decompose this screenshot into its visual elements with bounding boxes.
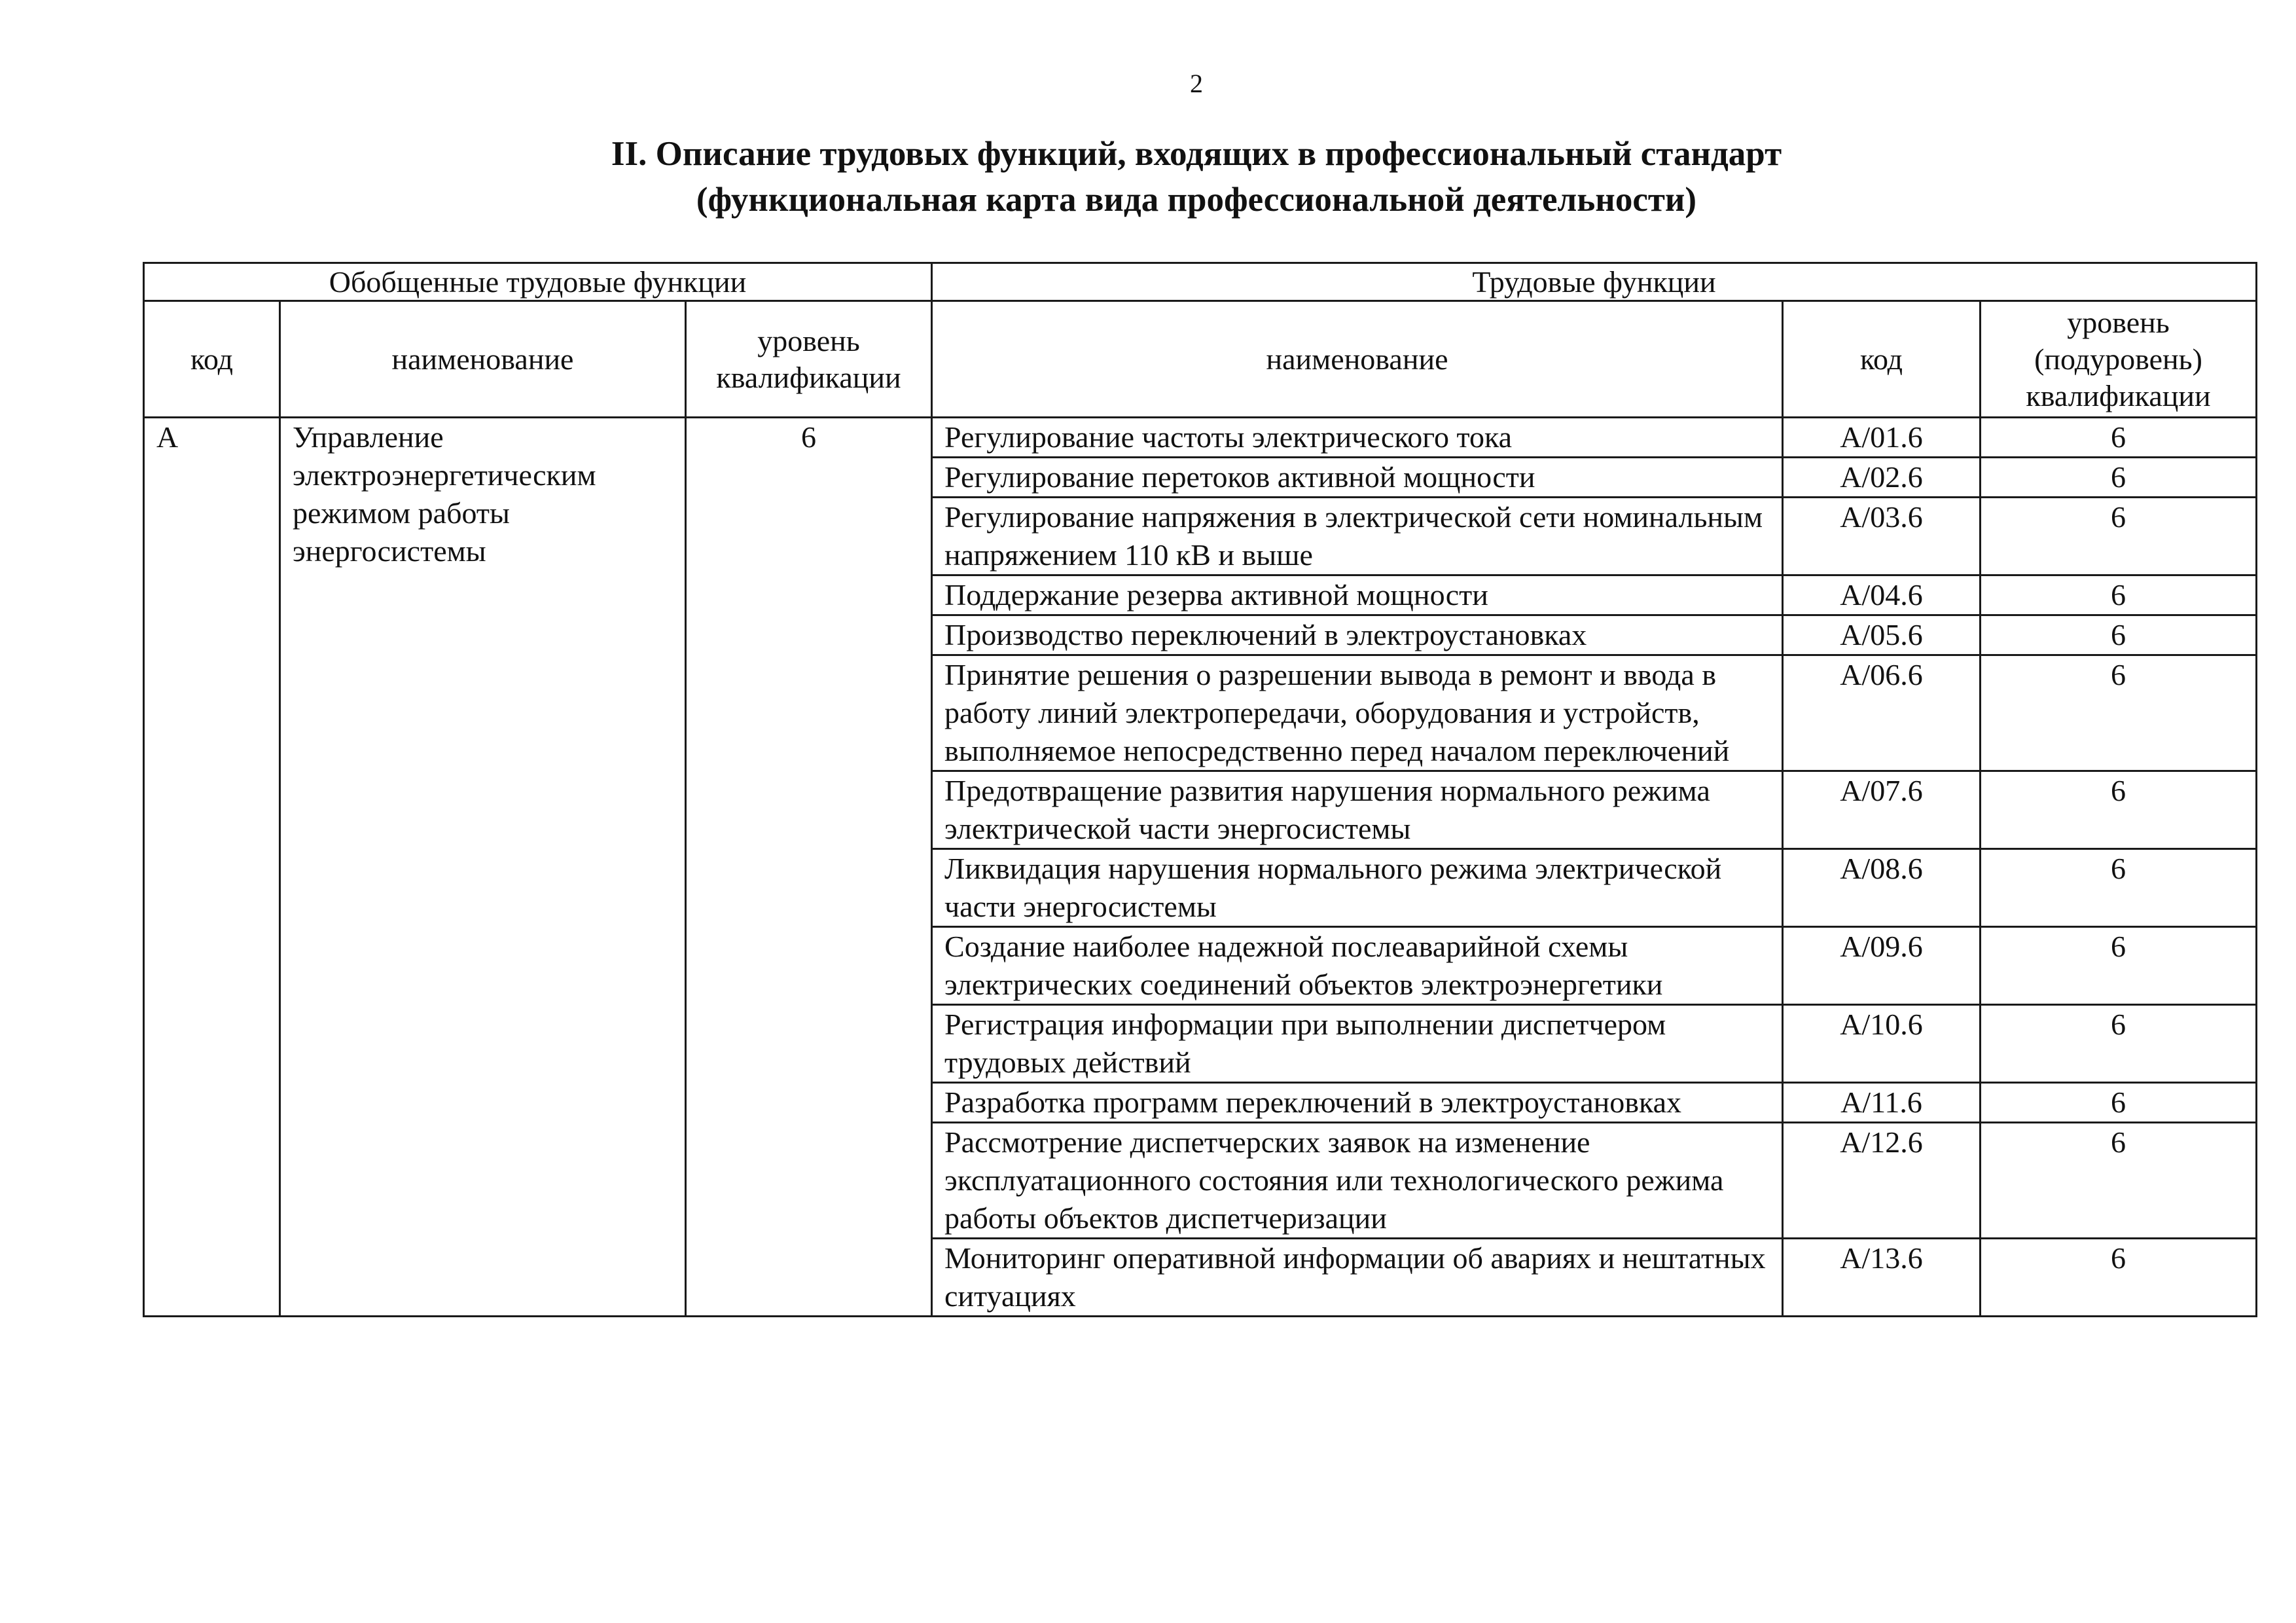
labor-function-name: Регулирование перетоков активной мощности xyxy=(932,458,1783,498)
labor-function-level: 6 xyxy=(1981,498,2257,575)
labor-function-code: A/10.6 xyxy=(1783,1005,1981,1083)
labor-function-level: 6 xyxy=(1981,849,2257,927)
labor-function-name: Мониторинг оперативной информации об авариях и нештатных ситуациях xyxy=(932,1239,1783,1317)
labor-function-level: 6 xyxy=(1981,1123,2257,1239)
labor-function-name: Рассмотрение диспетчерских заявок на изменение эксплуатационного состояния или технологического режима работы объектов диспетчеризации xyxy=(932,1123,1783,1239)
labor-function-name: Производство переключений в электроустановках xyxy=(932,615,1783,655)
labor-function-code: A/07.6 xyxy=(1783,771,1981,849)
labor-function-code: A/12.6 xyxy=(1783,1123,1981,1239)
generalized-functions-header: Обобщенные трудовые функции xyxy=(144,263,932,301)
labor-function-code: A/01.6 xyxy=(1783,418,1981,458)
labor-function-name: Регистрация информации при выполнении диспетчером трудовых действий xyxy=(932,1005,1783,1083)
labor-function-code: A/11.6 xyxy=(1783,1083,1981,1123)
labor-function-name: Регулирование напряжения в электрической сети номинальным напряжением 110 кВ и выше xyxy=(932,498,1783,575)
labor-function-code: A/03.6 xyxy=(1783,498,1981,575)
labor-function-level: 6 xyxy=(1981,615,2257,655)
generalized-function-level: 6 xyxy=(686,418,932,1317)
labor-function-level: 6 xyxy=(1981,575,2257,615)
page-title-line-1: II. Описание трудовых функций, входящих в профессиональный стандарт xyxy=(611,135,1782,173)
labor-function-code: A/13.6 xyxy=(1783,1239,1981,1317)
col-tf-level: уровень (подуровень) квалификации xyxy=(1981,301,2257,418)
table-row xyxy=(144,418,2257,458)
labor-function-name: Создание наиболее надежной послеаварийной схемы электрических соединений объектов электроэнергетики xyxy=(932,927,1783,1005)
labor-function-code: A/08.6 xyxy=(1783,849,1981,927)
labor-function-code: A/06.6 xyxy=(1783,655,1981,771)
functional-map-table xyxy=(143,262,2257,1317)
labor-function-level: 6 xyxy=(1981,771,2257,849)
labor-function-level: 6 xyxy=(1981,1005,2257,1083)
labor-function-level: 6 xyxy=(1981,1083,2257,1123)
labor-function-code: A/09.6 xyxy=(1783,927,1981,1005)
page-title xyxy=(0,131,2296,223)
labor-function-code: A/02.6 xyxy=(1783,458,1981,498)
page-title-line-2: (функциональная карта вида профессиональной деятельности) xyxy=(696,181,1697,219)
col-gen-code: код xyxy=(144,301,280,418)
labor-function-name: Разработка программ переключений в электроустановках xyxy=(932,1083,1783,1123)
labor-function-name: Поддержание резерва активной мощности xyxy=(932,575,1783,615)
generalized-function-code: A xyxy=(144,418,280,1317)
group-header-row xyxy=(144,263,2257,301)
labor-function-name: Ликвидация нарушения нормального режима электрической части энергосистемы xyxy=(932,849,1783,927)
labor-function-code: A/05.6 xyxy=(1783,615,1981,655)
labor-function-name: Предотвращение развития нарушения нормального режима электрической части энергосистемы xyxy=(932,771,1783,849)
labor-function-code: A/04.6 xyxy=(1783,575,1981,615)
col-gen-level: уровень квалификации xyxy=(686,301,932,418)
labor-function-level: 6 xyxy=(1981,1239,2257,1317)
col-gen-name: наименование xyxy=(280,301,686,418)
labor-function-name: Регулирование частоты электрического тока xyxy=(932,418,1783,458)
column-header-row xyxy=(144,301,2257,418)
labor-function-level: 6 xyxy=(1981,458,2257,498)
col-tf-name: наименование xyxy=(932,301,1783,418)
page-number: 2 xyxy=(1190,69,1203,98)
col-tf-code: код xyxy=(1783,301,1981,418)
generalized-function-name: Управление электроэнергетическим режимом работы энергосистемы xyxy=(280,418,686,1317)
labor-functions-header: Трудовые функции xyxy=(932,263,2257,301)
labor-function-name: Принятие решения о разрешении вывода в ремонт и ввода в работу линий электропередачи, оборудования и устройств, выполняемое непосредственно перед началом переключений xyxy=(932,655,1783,771)
labor-function-level: 6 xyxy=(1981,418,2257,458)
labor-function-level: 6 xyxy=(1981,927,2257,1005)
labor-function-level: 6 xyxy=(1981,655,2257,771)
